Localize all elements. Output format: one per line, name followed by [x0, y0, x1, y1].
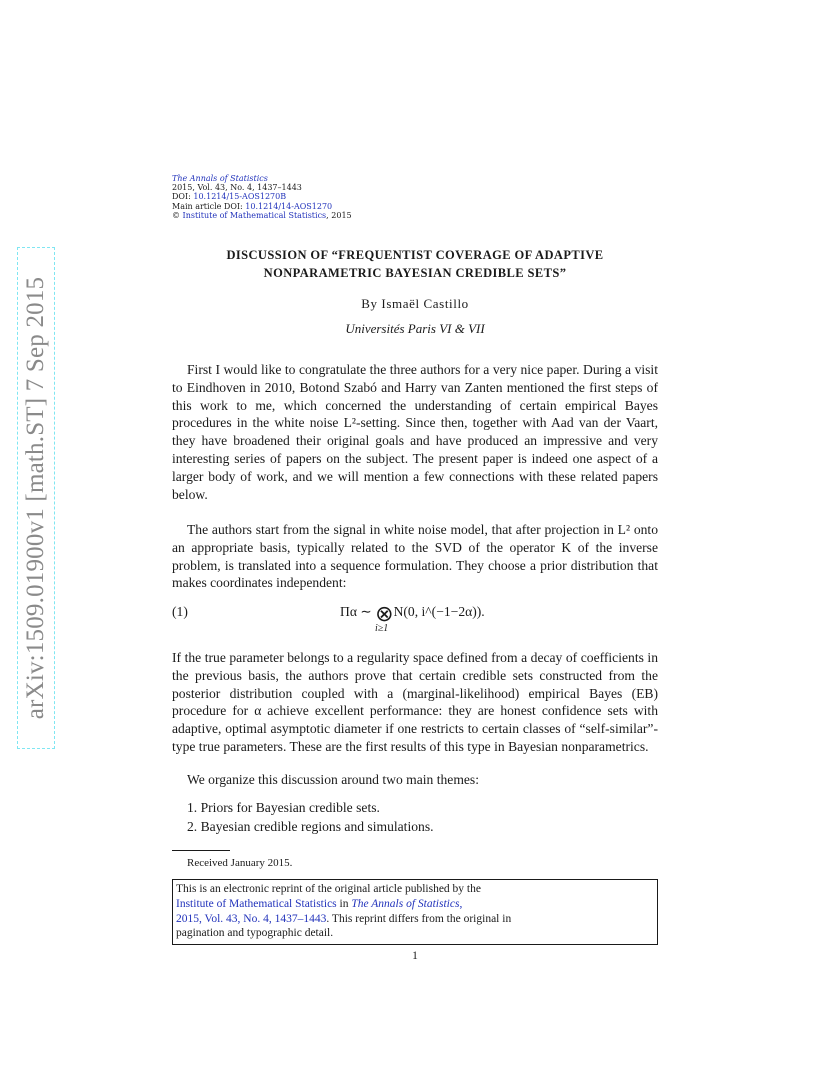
- title-line-1: DISCUSSION OF “FREQUENTIST COVERAGE OF ADAPTIVE: [226, 248, 604, 262]
- equation-subscript: i≥1: [375, 623, 389, 634]
- reprint-institute-link[interactable]: Institute of Mathematical Statistics: [176, 897, 337, 910]
- reprint-in: in: [336, 897, 352, 910]
- equation-lhs: Πα ∼: [340, 604, 376, 619]
- equation-number: (1): [172, 604, 188, 619]
- institute-link[interactable]: Institute of Mathematical Statistics: [182, 210, 327, 220]
- paragraph-intro: First I would like to congratulate the three authors for a very nice paper. During a visit to Eindhoven in 2010, Botond Szabó and Harry van Zanten mentioned the first steps of this work to me, which concerned the understanding of certain empirical Bayes procedures in the white noise L²-setting. Since then, together with Aad van der Vaart, they have broadened their original goals and have produced an impressive and very interesting series of papers on the subject. The present paper is indeed one aspect of a larger body of work, and we will mention a few connections with these related papers below.: [172, 362, 658, 502]
- reprint-comma: ,: [459, 897, 463, 910]
- equation-expression: [340, 601, 485, 627]
- doi-label: DOI:: [172, 192, 194, 202]
- doi-line: [172, 192, 352, 201]
- journal-name[interactable]: The Annals of Statistics: [172, 174, 268, 183]
- list-item: 2. Bayesian credible regions and simulations.: [187, 819, 434, 834]
- equation-rhs: N(0, i^(−1−2α)).: [393, 604, 485, 619]
- tensor-product-symbol: ⊗: [375, 601, 394, 626]
- reprint-text-1: This is an electronic reprint of the original article published by the: [176, 883, 481, 895]
- author-affiliation: Universités Paris VI & VII: [345, 321, 485, 336]
- reprint-text-3: pagination and typographic detail.: [176, 927, 334, 940]
- reprint-notice: [172, 879, 658, 945]
- main-doi-label: Main article DOI:: [172, 201, 246, 211]
- page-number: 1: [412, 950, 418, 962]
- themes-list: [187, 798, 434, 836]
- arxiv-identifier[interactable]: arXiv:1509.01900v1 [math.ST] 7 Sep 2015: [22, 276, 49, 720]
- paragraph-results: If the true parameter belongs to a regularity space defined from a decay of coefficients in the previous basis, the authors prove that certain credible sets constructed from the posterior distribution coupled with a (marginal-likelihood) empirical Bayes (EB) procedure for α achieve excellent performance: they are honest confidence sets with adaptive, optimal asymptotic diameter if one restricts to certain classes of “self-similar”-type true parameters. These are the first results of this type in Bayesian nonparametrics.: [172, 650, 658, 754]
- paper-title: [172, 246, 658, 282]
- list-item: 1. Priors for Bayesian credible sets.: [187, 800, 380, 815]
- author-name: By Ismaël Castillo: [361, 296, 469, 311]
- equation-1: [172, 601, 658, 641]
- received-date: Received January 2015.: [187, 857, 293, 869]
- main-doi-line: [172, 202, 352, 211]
- copyright-symbol: ©: [172, 210, 180, 220]
- arxiv-sidebar-stamp: [18, 248, 54, 748]
- copyright-year: , 2015: [326, 210, 352, 220]
- main-doi-link[interactable]: 10.1214/14-AOS1270: [245, 201, 333, 211]
- doi-link[interactable]: 10.1214/15-AOS1270B: [193, 192, 287, 202]
- reprint-text-2: . This reprint differs from the original in: [326, 912, 512, 925]
- paragraph-model: The authors start from the signal in white noise model, that after projection in L² onto an appropriate basis, typically related to the SVD of the operator K of the inverse problem, is translated into a sequence formulation. They choose a prior distribution that makes coordinates independent:: [172, 522, 658, 591]
- publication-metadata: [172, 174, 352, 220]
- reprint-citation-link[interactable]: 2015, Vol. 43, No. 4, 1437–1443: [176, 912, 327, 925]
- reprint-journal-link[interactable]: The Annals of Statistics: [351, 897, 460, 910]
- title-line-2: NONPARAMETRIC BAYESIAN CREDIBLE SETS”: [263, 266, 567, 280]
- copyright-line: [172, 211, 352, 220]
- paragraph-themes: We organize this discussion around two main themes:: [187, 772, 479, 787]
- volume-info: 2015, Vol. 43, No. 4, 1437–1443: [172, 183, 302, 193]
- footnote-rule: [172, 850, 230, 851]
